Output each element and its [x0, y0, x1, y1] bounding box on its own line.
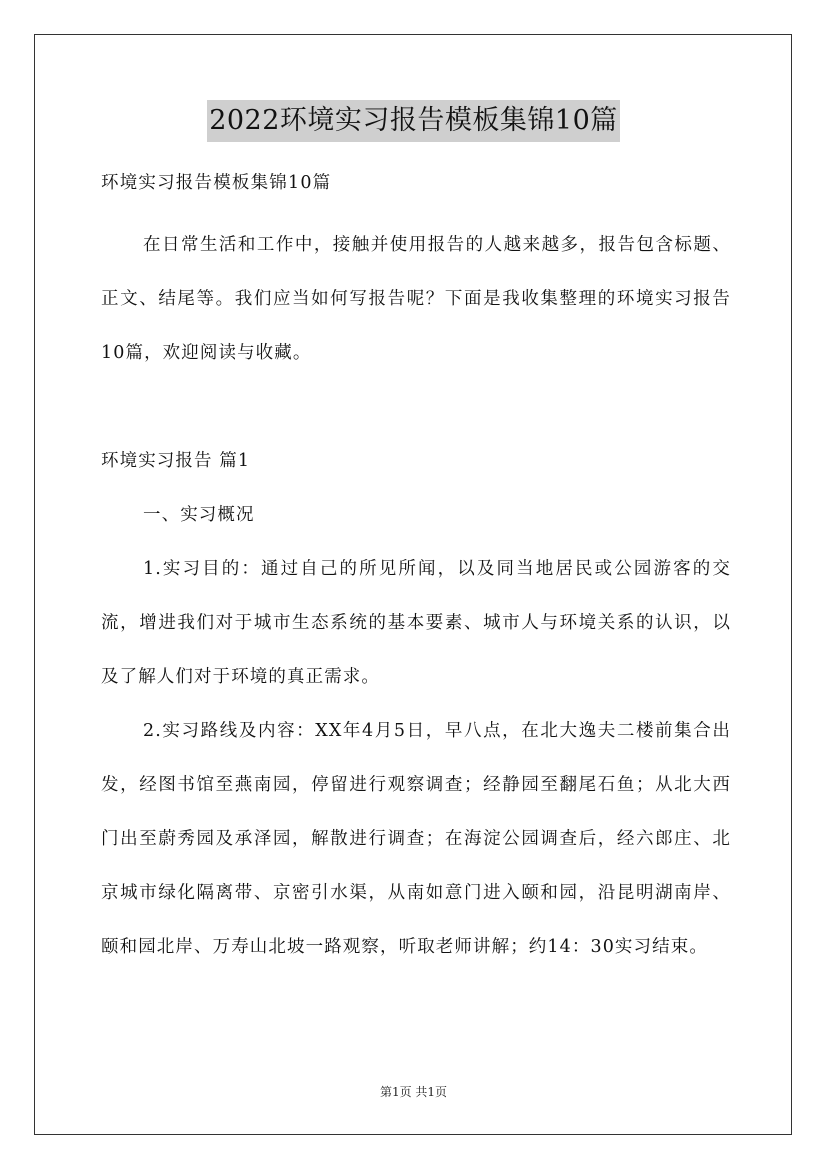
page-footer: 第1页 共1页	[379, 1085, 448, 1099]
document-subtitle: 环境实习报告模板集锦10篇	[101, 173, 332, 193]
document-body	[101, 172, 731, 974]
paragraph-purpose: 1.实习目的：通过自己的所见所闻，以及同当地居民或公园游客的交流，增进我们对于城市生态系统的基本要素、城市人与环境关系的认识，以及了解人们对于环境的真正需求。	[101, 559, 731, 687]
sub-heading: 一、实习概况	[143, 505, 255, 525]
paragraph-route: 2.实习路线及内容：XX年4月5日，早八点，在北大逸夫二楼前集合出发，经图书馆至燕南园，停留进行观察调查；经静园至翻尾石鱼；从北大西门出至蔚秀园及承泽园，解散进行调查；在海淀公园调查后，经六郎庄、北京城市绿化隔离带、京密引水渠，从南如意门进入颐和园，沿昆明湖南岸、颐和园北岸、万寿山北坡一路观察，听取老师讲解；约14：30实习结束。	[101, 721, 731, 957]
intro-paragraph: 在日常生活和工作中，接触并使用报告的人越来越多，报告包含标题、正文、结尾等。我们应当如何写报告呢？下面是我收集整理的环境实习报告10篇，欢迎阅读与收藏。	[101, 235, 731, 363]
section-heading: 环境实习报告 篇1	[101, 451, 251, 471]
title-area	[0, 100, 827, 142]
document-title: 2022环境实习报告模板集锦10篇	[207, 100, 620, 142]
